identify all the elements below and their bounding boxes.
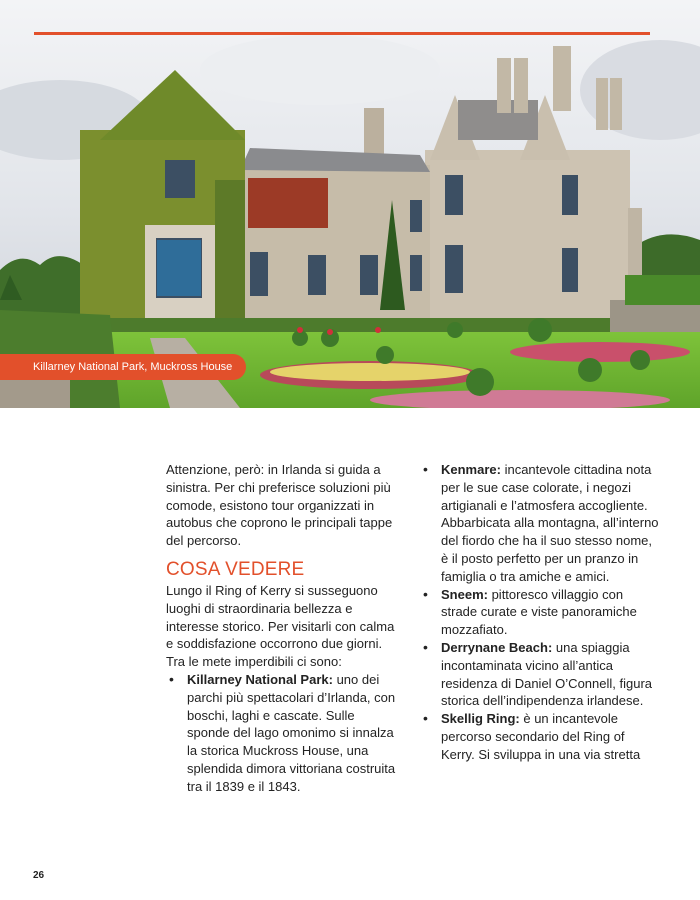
section-lead: Lungo il Ring of Kerry si susseguono luoghi di straordinaria bellezza e interesse storico. Per visitarli con calma e soddisfazione occorrono due giorni. Tra le mete imperdibili ci sono: [166, 582, 395, 670]
item-name: Killarney National Park: [187, 671, 333, 687]
right-column [420, 461, 660, 764]
item-name: Sneem: [441, 586, 488, 602]
section-title: COSA VEDERE [166, 558, 305, 580]
item-text: è un incantevole percorso secondario del Ring of Kerry. Si sviluppa in una via stretta [441, 711, 641, 762]
item-name: Derrynane Beach: [441, 639, 553, 655]
item-text: una spiaggia incontaminata vicino all’antica residenza di Daniel O’Connell, figura storica dell’indipendenza irlandese. [441, 639, 653, 709]
item-text: uno dei parchi più spettacolari d’Irlanda, con boschi, laghi e cascate. Sulle sponde del lago omonimo si innalza la storica Muckross House, una splendida dimora vittoriana costruita tra il 1839 e il 1843. [187, 671, 396, 794]
bullet-list-left [166, 671, 398, 796]
list-item [420, 710, 660, 763]
bullet-list-right [420, 461, 660, 764]
photo-caption: Killarney National Park, Muckross House [0, 354, 246, 380]
intro-paragraph: Attenzione, però: in Irlanda si guida a sinistra. Per chi preferisce soluzioni più comode, esistono tour organizzati in autobus che coprono le principali tappe del percorso. [166, 462, 393, 549]
item-name: Kenmare: [441, 462, 501, 477]
hero-photo-muckross-house [0, 0, 700, 408]
left-column [166, 461, 398, 796]
item-name: Skellig Ring: [441, 711, 520, 727]
list-item [166, 671, 398, 796]
list-item [420, 461, 660, 586]
list-item [420, 639, 660, 710]
item-text: pittoresco villaggio con strade curate e viste panoramiche mozzafiato. [441, 586, 637, 638]
top-rule [34, 32, 650, 35]
list-item [420, 586, 660, 639]
page-number: 26 [33, 870, 45, 881]
item-text: incantevole cittadina nota per le sue case colorate, i negozi artigianali e l’atmosfera accogliente. Abbarbicata alla montagna, all’interno del fiordo che ha il suo stesso nome, è il posto perfetto per un pranzo in famiglia o tra amiche e amici. [441, 462, 659, 584]
